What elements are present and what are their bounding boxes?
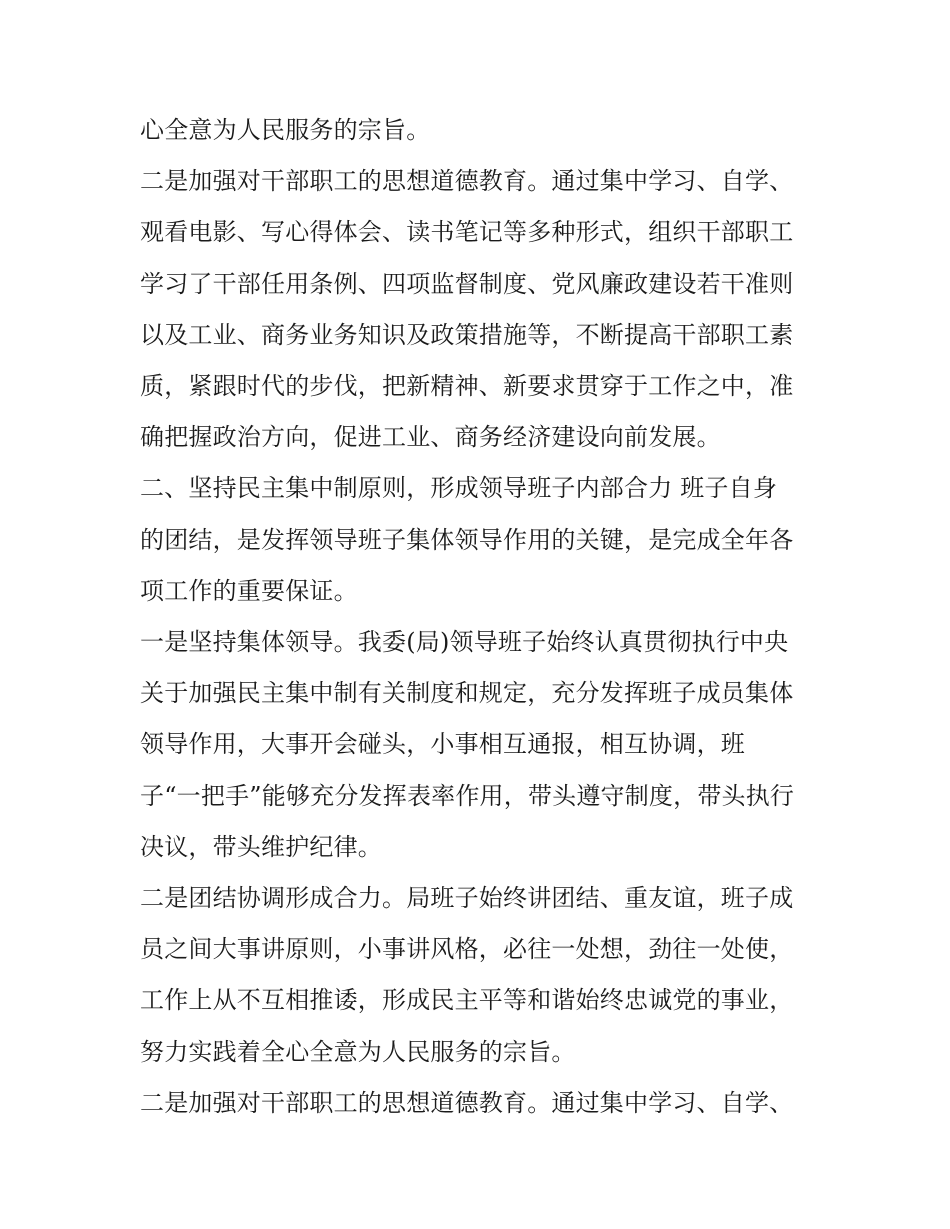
section-heading: 二、坚持民主集中制原则，形成领导班子内部合力 班子自身 bbox=[140, 474, 778, 503]
text-line: 心全意为人民服务的宗旨。 bbox=[140, 116, 431, 144]
text-line: 二是加强对干部职工的思想道德教育。通过集中学习、自学、 bbox=[140, 1088, 794, 1117]
text-line: 确把握政治方向，促进工业、商务经济建设向前发展。 bbox=[140, 423, 721, 452]
text-line: 员之间大事讲原则，小事讲风格，必往一处想，劲往一处使， bbox=[140, 935, 794, 964]
document-body bbox=[140, 105, 820, 1129]
text-line: 努力实践着全心全意为人民服务的宗旨。 bbox=[140, 1037, 576, 1066]
text-line: 二是团结协调形成合力。局班子始终讲团结、重友谊，班子成 bbox=[140, 884, 794, 913]
text-line: 项工作的重要保证。 bbox=[140, 576, 358, 605]
text-line: 二是加强对干部职工的思想道德教育。通过集中学习、自学、 bbox=[140, 167, 794, 196]
text-line: 以及工业、商务业务知识及政策措施等，不断提高干部职工素 bbox=[140, 320, 794, 349]
text-line: 的团结，是发挥领导班子集体领导作用的关键，是完成全年各 bbox=[140, 525, 794, 554]
text-line: 学习了干部任用条例、四项监督制度、党风廉政建设若干准则 bbox=[140, 269, 794, 298]
text-line: 关于加强民主集中制有关制度和规定，充分发挥班子成员集体 bbox=[140, 679, 794, 708]
text-line: 观看电影、写心得体会、读书笔记等多种形式，组织干部职工 bbox=[140, 218, 794, 247]
text-line: 工作上从不互相推诿，形成民主平等和谐始终忠诚党的事业， bbox=[140, 986, 794, 1015]
text-line: 决议，带头维护纪律。 bbox=[140, 832, 382, 861]
text-line: 领导作用，大事开会碰头，小事相互通报，相互协调，班 bbox=[140, 730, 745, 759]
text-line: 质，紧跟时代的步伐，把新精神、新要求贯穿于工作之中，准 bbox=[140, 372, 794, 401]
text-line: 子“一把手”能够充分发挥表率作用，带头遵守制度，带头执行 bbox=[140, 781, 795, 810]
text-line: 一是坚持集体领导。我委(局)领导班子始终认真贯彻执行中央 bbox=[140, 628, 789, 657]
